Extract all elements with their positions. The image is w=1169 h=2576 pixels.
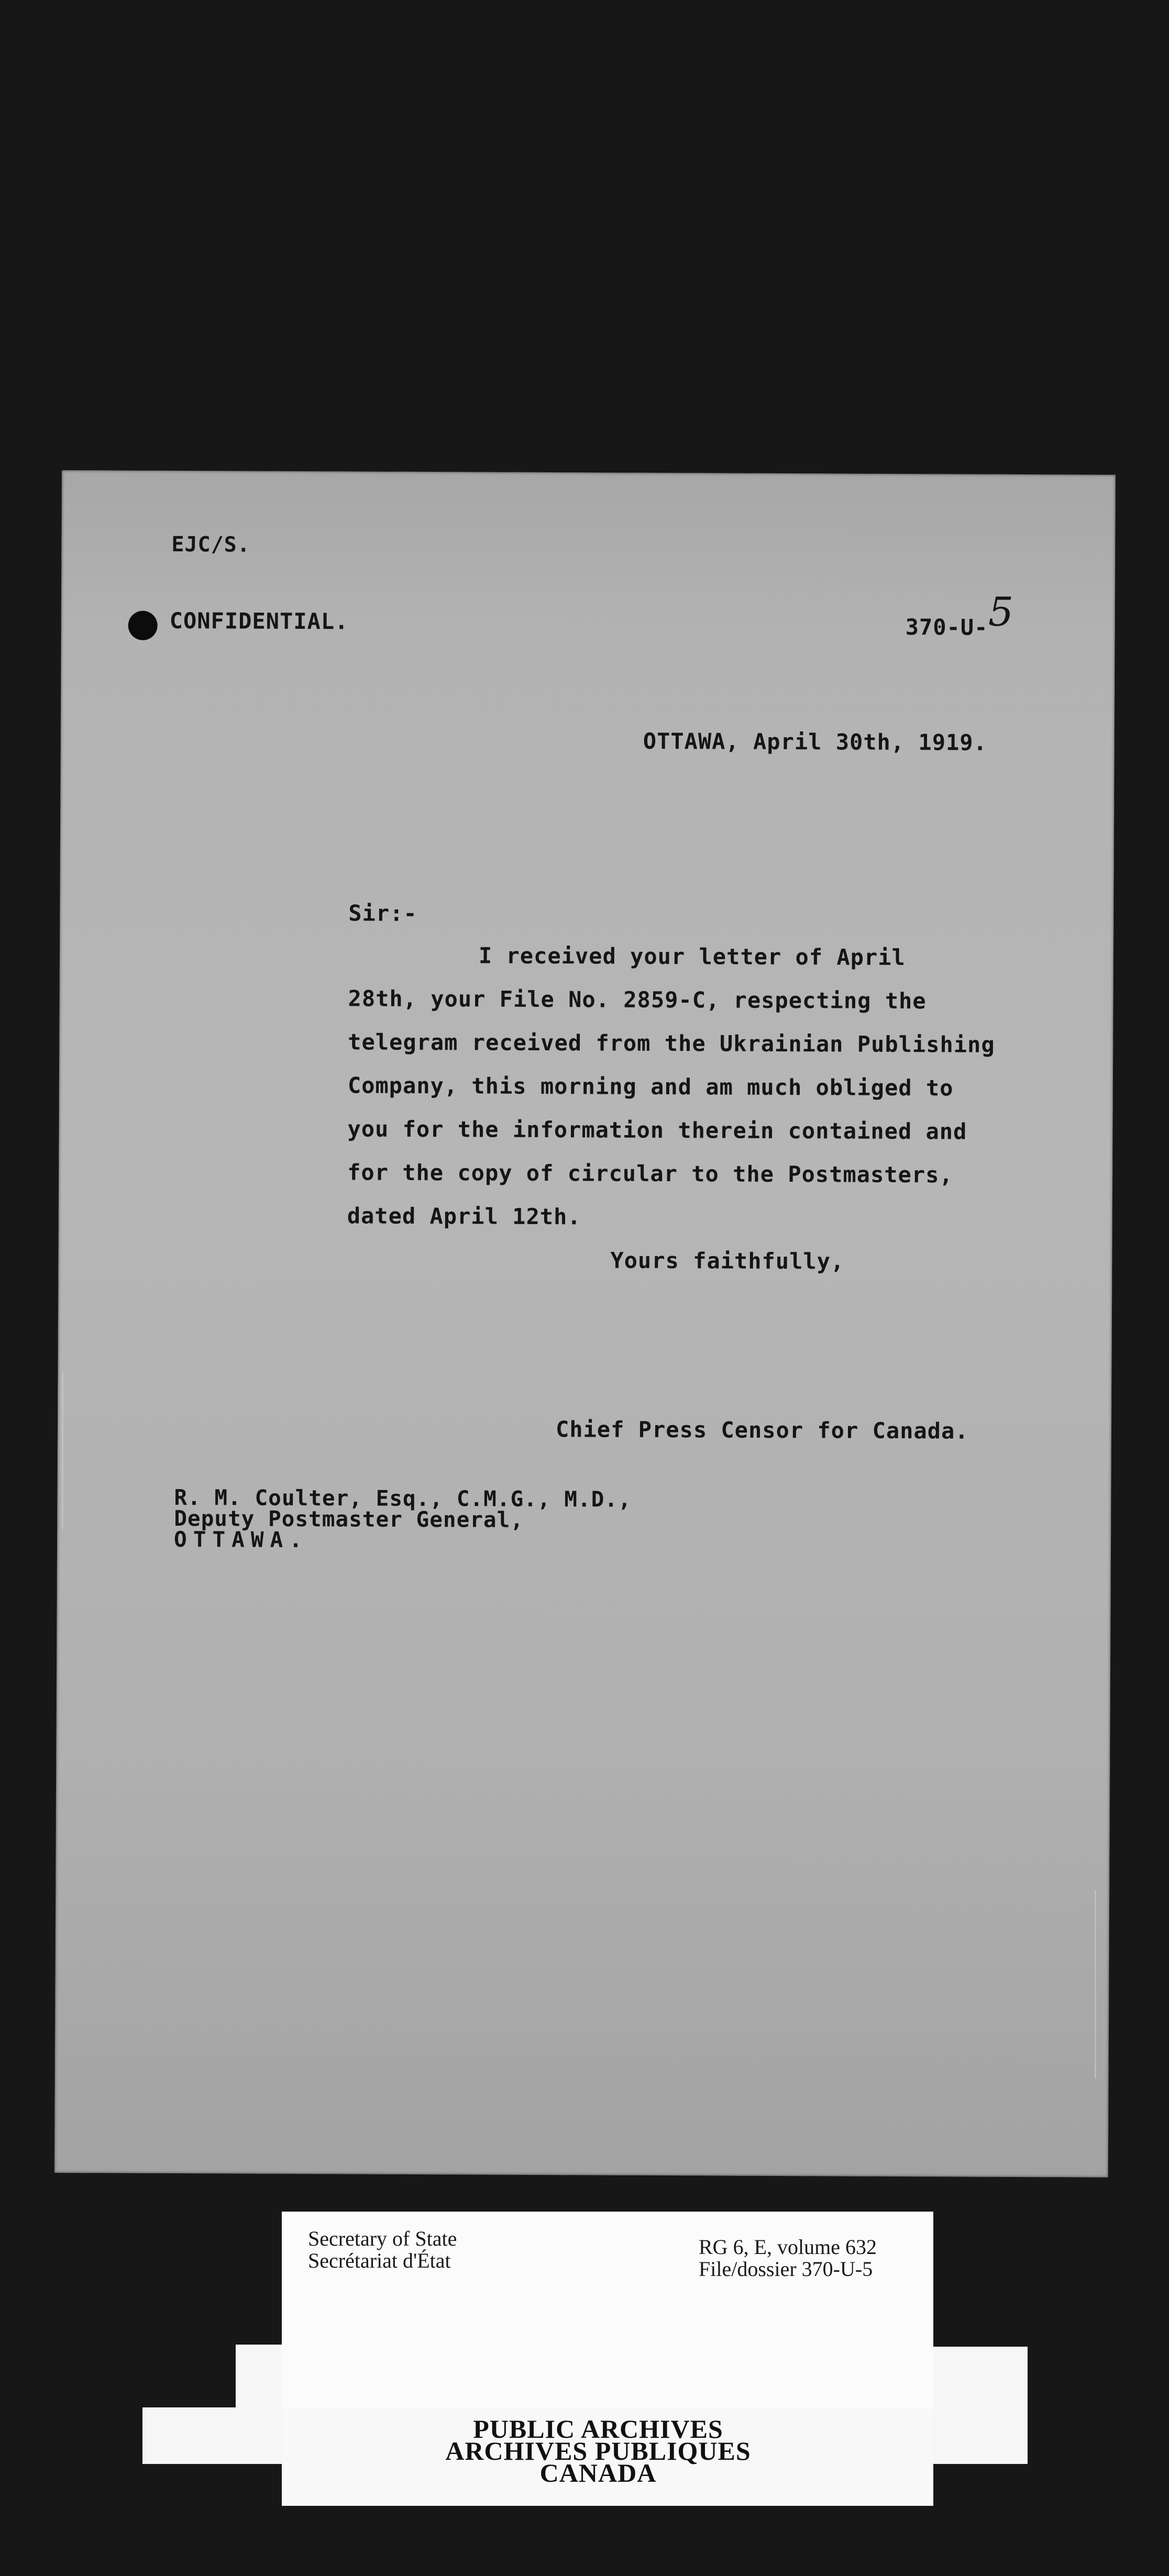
ministry-french: Secrétariat d'État: [308, 2249, 451, 2272]
complimentary-close: Yours faithfully,: [610, 1247, 845, 1274]
scan-artifact: [1095, 1890, 1096, 2079]
body-line: for the copy of circular to the Postmasters,: [347, 1159, 953, 1188]
addressee-title: Deputy Postmaster General,: [174, 1505, 524, 1533]
scan-artifact: [62, 1372, 63, 1529]
body-line: I received your letter of April: [478, 942, 906, 971]
label-holder-notch: [933, 2336, 1028, 2347]
punch-hole-mark: [128, 611, 158, 640]
reference-code: EJC/S.: [171, 532, 250, 557]
body-line: you for the information therein contained and: [347, 1116, 967, 1145]
archive-stamp-line: ARCHIVES PUBLIQUES: [445, 2436, 751, 2466]
file-reference: 370-U-: [905, 614, 988, 640]
ministry-english: Secretary of State: [308, 2227, 457, 2250]
dateline: OTTAWA, April 30th, 1919.: [643, 728, 988, 756]
addressee-name: R. M. Coulter, Esq., C.M.G., M.D.,: [174, 1484, 632, 1512]
letter-page: [54, 470, 1116, 2178]
file-dossier-number: File/dossier 370-U-5: [699, 2257, 873, 2281]
label-holder-notch: [142, 2345, 236, 2407]
body-line: dated April 12th.: [347, 1203, 581, 1230]
signature-title: Chief Press Censor for Canada.: [555, 1416, 969, 1444]
archive-stamp-line: PUBLIC ARCHIVES: [473, 2414, 723, 2444]
body-line: Company, this morning and am much obliged to: [347, 1072, 954, 1101]
confidential-marking: CONFIDENTIAL.: [169, 607, 349, 635]
addressee-city: OTTAWA.: [173, 1526, 308, 1553]
body-line: 28th, your File No. 2859-C, respecting the: [348, 985, 927, 1014]
archive-stamp-line: CANADA: [539, 2458, 657, 2488]
archive-label-card: [282, 2212, 933, 2433]
body-line: telegram received from the Ukrainian Publishing: [348, 1029, 995, 1058]
record-group-volume: RG 6, E, volume 632: [699, 2235, 877, 2259]
salutation: Sir:-: [348, 900, 417, 926]
handwritten-file-number: 5: [988, 588, 1014, 635]
